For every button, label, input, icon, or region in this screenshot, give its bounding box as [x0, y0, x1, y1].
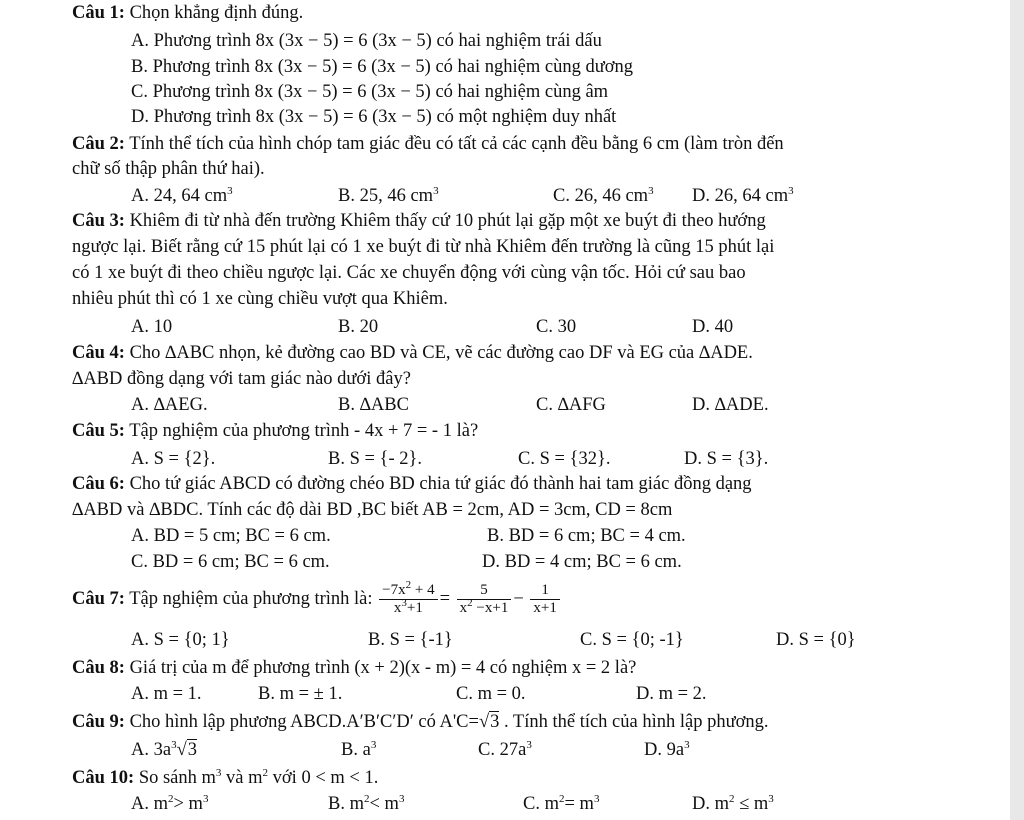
question-6-option-d: D. BD = 4 cm; BC = 6 cm.: [482, 552, 682, 572]
question-1-option-d: D. Phương trình 8x (3x − 5) = 6 (3x − 5) có một nghiệm duy nhất: [131, 107, 617, 127]
question-5-option-a: A. S = {2}.: [131, 449, 216, 469]
question-3-option-d: D. 40: [692, 317, 734, 337]
question-10: [72, 766, 378, 791]
question-2-option-c: [553, 184, 654, 209]
option-d-text: D. 9a: [644, 740, 685, 760]
fraction-3-numerator: 1: [530, 582, 559, 600]
exponent: 3: [202, 792, 209, 805]
fraction-1-denominator: [379, 597, 437, 617]
question-2-text-line1: Tính thể tích của hình chóp tam giác đều có tất cả các cạnh đều bằng 6 cm (làm tròn đến: [124, 134, 784, 154]
question-9-option-c: [478, 738, 532, 763]
question-9-text-b: . Tính thể tích của hình lập phương.: [499, 712, 769, 732]
option-a-mid: > m: [173, 794, 203, 814]
question-4-option-c: C. ∆AFG: [536, 395, 606, 415]
exponent: 3: [593, 792, 600, 805]
question-2: [72, 132, 784, 157]
question-2-option-c-text: C. 26, 46 cm: [553, 186, 649, 206]
f1-den-text: x: [393, 600, 402, 617]
option-d-mid: ≤ m: [734, 794, 769, 814]
f1-den-tail: +1: [406, 600, 423, 617]
exponent: 3: [398, 792, 405, 805]
question-8-label: Câu 8:: [72, 658, 125, 678]
f1-num-tail: + 4: [411, 582, 435, 599]
exponent: 3: [526, 738, 532, 751]
exponent: 3: [768, 792, 774, 805]
exponent: 3: [788, 184, 794, 197]
fraction-3-denominator: x+1: [533, 600, 557, 617]
question-1-text: Chọn khẳng định đúng.: [124, 3, 304, 23]
option-c-text: C. m: [523, 794, 559, 814]
exponent: 2: [363, 792, 370, 805]
question-7-text: Tập nghiệm của phương trình là:: [124, 589, 373, 609]
fraction-1-numerator: [379, 579, 437, 600]
question-2-option-a-text: A. 24, 64 cm: [131, 186, 228, 206]
question-10-text-b: và m: [221, 768, 263, 788]
question-7-label: Câu 7:: [72, 589, 125, 609]
exponent: 3: [648, 184, 654, 197]
option-a-text: A. m: [131, 794, 168, 814]
exponent: 2: [558, 792, 565, 805]
option-c-mid: = m: [564, 794, 594, 814]
question-3: [72, 209, 766, 234]
question-1-option-b: B. Phương trình 8x (3x − 5) = 6 (3x − 5) có hai nghiệm cùng dương: [131, 57, 634, 77]
exponent: 2: [405, 579, 412, 592]
question-7-option-a: A. S = {0; 1}: [131, 630, 230, 650]
question-10-option-d: [692, 792, 774, 817]
question-9: [72, 710, 769, 735]
question-3-option-a: A. 10: [131, 317, 173, 337]
fraction-2-numerator: 5: [457, 582, 512, 600]
minus-sign: −: [513, 589, 524, 609]
exponent: 3: [401, 597, 407, 610]
question-7: [72, 579, 562, 619]
exponent: 2: [729, 792, 735, 805]
question-6-option-b: B. BD = 6 cm; BC = 4 cm.: [487, 526, 686, 546]
question-10-text-c: với 0 < m < 1.: [268, 768, 379, 788]
sqrt-radicand: 3: [187, 740, 197, 760]
question-4: [72, 341, 753, 366]
question-3-option-c: C. 30: [536, 317, 577, 337]
question-3-label: Câu 3:: [72, 211, 125, 231]
exponent: 3: [171, 738, 177, 751]
f2-den-text: x: [459, 600, 468, 617]
option-d-text: D. m: [692, 794, 729, 814]
question-6-text-line1: Cho tứ giác ABCD có đường chéo BD chia tứ giác đó thành hai tam giác đồng dạng: [124, 474, 752, 494]
question-9-label: Câu 9:: [72, 712, 125, 732]
question-3-option-b: B. 20: [338, 317, 379, 337]
question-7-option-d: D. S = {0}: [776, 630, 856, 650]
question-3-text-line1: Khiêm đi từ nhà đến trường Khiêm thấy cứ 10 phút lại gặp một xe buýt đi theo hướng: [124, 211, 766, 231]
question-10-option-b: [328, 792, 404, 817]
fraction-3: [530, 582, 559, 617]
question-7-option-b: B. S = {-1}: [368, 630, 453, 650]
question-1-label: Câu 1:: [72, 3, 125, 23]
option-a-text: A. 3a: [131, 740, 172, 760]
question-10-option-c: [523, 792, 599, 817]
question-6: [72, 472, 752, 497]
question-8-text: Giá trị của m để phương trình (x + 2)(x - m) = 4 có nghiệm x = 2 là?: [124, 658, 637, 678]
fraction-2-denominator: [457, 597, 512, 617]
option-c-text: C. 27a: [478, 740, 527, 760]
question-5-option-b: B. S = {- 2}.: [328, 449, 422, 469]
question-8-option-b: B. m = ± 1.: [258, 684, 343, 704]
question-10-option-a: [131, 792, 208, 817]
question-8-option-d: D. m = 2.: [636, 684, 707, 704]
question-2-option-b-text: B. 25, 46 cm: [338, 186, 434, 206]
question-3-text-line4: nhiêu phút thì có 1 xe cùng chiều vượt qua Khiêm.: [72, 289, 448, 309]
exponent: 3: [370, 738, 377, 751]
question-8: [72, 656, 636, 681]
question-2-option-a: [131, 184, 233, 209]
option-b-text: B. m: [328, 794, 364, 814]
exponent: 2: [168, 792, 174, 805]
equals-sign: =: [439, 589, 451, 609]
exponent: 2: [262, 766, 269, 779]
fraction-2: [457, 582, 512, 617]
exponent: 3: [215, 766, 222, 779]
exponent: 3: [433, 184, 439, 197]
exponent: 2: [467, 597, 473, 610]
question-9-text-a: Cho hình lập phương ABCD.A′B′C′D′ có A'C=: [124, 712, 479, 732]
question-5-label: Câu 5:: [72, 421, 125, 441]
question-3-text-line3: có 1 xe buýt đi theo chiều ngược lại. Các xe chuyển động với cùng vận tốc. Hỏi cứ sau bao: [72, 263, 746, 283]
question-6-text-line2: ∆ABD và ∆BDC. Tính các độ dài BD ,BC biết AB = 2cm, AD = 3cm, CD = 8cm: [72, 500, 673, 520]
question-9-option-b: [341, 738, 376, 763]
question-5-text: Tập nghiệm của phương trình - 4x + 7 = - 1 là?: [124, 421, 479, 441]
page-edge: [1010, 0, 1024, 820]
question-8-option-a: A. m = 1.: [131, 684, 202, 704]
fraction-1: [379, 579, 437, 617]
question-4-option-b: B. ∆ABC: [338, 395, 409, 415]
sqrt-radicand: 3: [490, 712, 500, 732]
question-3-text-line2: ngược lại. Biết rằng cứ 15 phút lại có 1 xe buýt đi từ nhà Khiêm đến trường là cũng 15 phút lại: [72, 237, 775, 257]
question-2-option-d: [692, 184, 794, 209]
sqrt-sign: √: [176, 740, 187, 760]
question-5-option-d: D. S = {3}.: [684, 449, 769, 469]
question-10-text-a: So sánh m: [134, 768, 216, 788]
question-2-label: Câu 2:: [72, 134, 125, 154]
question-1-option-a: A. Phương trình 8x (3x − 5) = 6 (3x − 5) có hai nghiệm trái dấu: [131, 31, 602, 51]
f2-den-tail: −x+1: [472, 600, 509, 617]
question-4-label: Câu 4:: [72, 343, 125, 363]
question-9-option-d: [644, 738, 690, 763]
question-4-text-line2: ∆ABD đồng dạng với tam giác nào dưới đây?: [72, 369, 411, 389]
question-8-option-c: C. m = 0.: [456, 684, 526, 704]
question-1: [72, 1, 303, 26]
option-b-text: B. a: [341, 740, 371, 760]
question-10-label: Câu 10:: [72, 768, 135, 788]
option-b-mid: < m: [369, 794, 399, 814]
question-6-label: Câu 6:: [72, 474, 125, 494]
f1-num-text: −7x: [382, 582, 406, 599]
question-4-option-d: D. ∆ADE.: [692, 395, 769, 415]
question-9-option-a: [131, 738, 197, 763]
question-7-option-c: C. S = {0; -1}: [580, 630, 684, 650]
question-1-option-c: C. Phương trình 8x (3x − 5) = 6 (3x − 5) có hai nghiệm cùng âm: [131, 82, 609, 102]
question-2-option-d-text: D. 26, 64 cm: [692, 186, 789, 206]
exponent: 3: [227, 184, 233, 197]
question-4-option-a: A. ∆AEG.: [131, 395, 208, 415]
question-2-text-line2: chữ số thập phân thứ hai).: [72, 159, 265, 179]
question-6-option-a: A. BD = 5 cm; BC = 6 cm.: [131, 526, 331, 546]
question-6-option-c: C. BD = 6 cm; BC = 6 cm.: [131, 552, 330, 572]
question-5: [72, 419, 478, 444]
sqrt-sign: √: [478, 712, 490, 732]
question-4-text-line1: Cho ∆ABC nhọn, kẻ đường cao BD và CE, vẽ các đường cao DF và EG của ∆ADE.: [124, 343, 753, 363]
exponent: 3: [684, 738, 690, 751]
question-2-option-b: [338, 184, 439, 209]
question-5-option-c: C. S = {32}.: [518, 449, 611, 469]
